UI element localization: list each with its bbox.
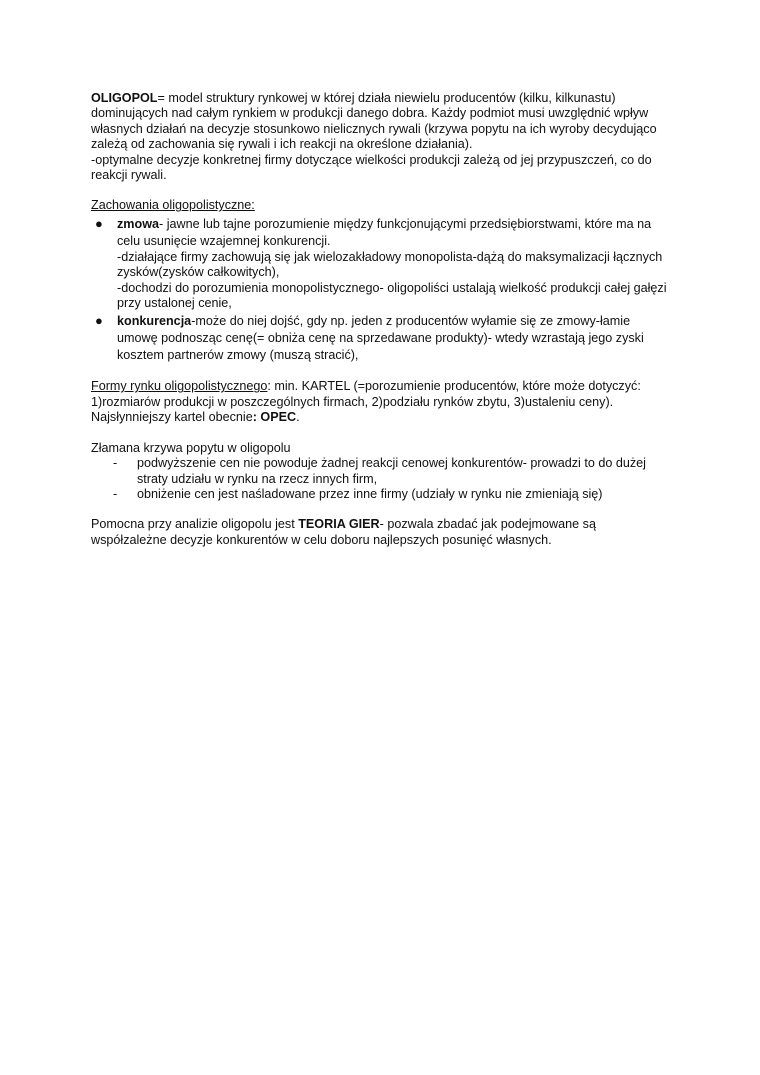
famous-cartel-end: . xyxy=(296,410,300,425)
list-item xyxy=(91,456,671,487)
famous-cartel-colon: : xyxy=(252,410,257,425)
list-item xyxy=(91,216,671,312)
document-body xyxy=(91,91,671,548)
kinked-heading: Złamana krzywa popytu w oligopolu xyxy=(91,440,291,455)
famous-cartel-prefix: Najsłynniejszy kartel obecnie xyxy=(91,410,253,425)
behaviors-list xyxy=(91,216,671,365)
intro-note: -optymalne decyzje konkretnej firmy dotyczące wielkości produkcji zależą od jej przypuszczeń, co do reakcji rywali. xyxy=(91,152,652,183)
opec-name: OPEC xyxy=(260,410,297,425)
konkurencja-term: konkurencja xyxy=(117,314,192,329)
kinked-list xyxy=(91,456,671,502)
kinked-item-2: obniżenie cen jest naśladowane przez inne firmy (udziały w rynku nie zmieniają się) xyxy=(137,486,603,501)
bullet-icon: ● xyxy=(95,313,103,329)
game-theory-term: TEORIA GIER xyxy=(298,517,380,532)
behaviors-heading-text: Zachowania oligopolistyczne: xyxy=(91,198,255,213)
bullet-icon: ● xyxy=(95,215,103,231)
zmowa-sub1: -działające firmy zachowują się jak wielozakładowy monopolista-dążą do maksymalizacji łącznych zysków(zysków całkowitych), xyxy=(117,249,663,280)
list-item xyxy=(91,313,671,364)
zmowa-text: - jawne lub tajne porozumienie między funkcjonującymi przedsiębiorstwami, które ma na celu usunięcie wzajemnej konkurencji. xyxy=(117,216,652,248)
forms-paragraph xyxy=(91,379,671,410)
zmowa-term: zmowa xyxy=(117,216,159,231)
behaviors-heading xyxy=(91,198,671,213)
opec-term xyxy=(257,410,296,424)
intro-paragraph xyxy=(91,91,671,153)
dash-icon: - xyxy=(113,456,118,471)
list-item xyxy=(91,487,671,502)
oligopol-term: OLIGOPOL xyxy=(91,91,158,105)
konkurencja-paragraph xyxy=(117,313,671,364)
zmowa-sub2: -dochodzi do porozumienia monopolistycznego- oligopoliści ustalają wielkość produkcji całej gałęzi przy ustalonej cenie, xyxy=(117,280,667,311)
game-theory-text: - pozwala zbadać jak podejmowane są współzależne decyzje konkurentów w celu doboru najlepszych posunięć własnych. xyxy=(91,517,596,547)
forms-text: : min. KARTEL (=porozumienie producentów, które może dotyczyć: 1)rozmiarów produkcji w poszczególnych firmach, 2)podziału rynków zbytu, 3)ustaleniu ceny). xyxy=(91,379,641,409)
dash-icon: - xyxy=(113,486,118,501)
zmowa-paragraph xyxy=(117,216,671,250)
famous-cartel xyxy=(91,410,671,425)
game-theory-paragraph xyxy=(91,517,671,548)
konkurencja-text: -może do niej dojść, gdy np. jeden z producentów wyłamie się ze zmowy-łamie umowę podnosząc cenę(= obniża cenę na sprzedawane produkty)- wtedy wzrastają jego zyski kosztem partnerów zmowy (muszą stracić), xyxy=(117,314,644,363)
game-theory-prefix: Pomocna przy analizie oligopolu jest xyxy=(91,517,299,532)
forms-heading: Formy rynku oligopolistycznego xyxy=(91,379,268,394)
oligopol-definition: = model struktury rynkowej w której działa niewielu producentów (kilku, kilkunastu) dominujących nad całym rynkiem w produkcji danego dobra. Każdy podmiot musi uwzględnić wpływ własnych działań na decyzje stosunkowo nielicznych rywali (krzywa popytu na ich wyroby decydująco zależą od zachowania się rywali i ich reakcji na określone działania). xyxy=(91,91,657,152)
kinked-item-1: podwyższenie cen nie powoduje żadnej reakcji cenowej konkurentów- prowadzi to do dużej straty udziału w rynku na rzecz innych firm, xyxy=(137,456,646,486)
